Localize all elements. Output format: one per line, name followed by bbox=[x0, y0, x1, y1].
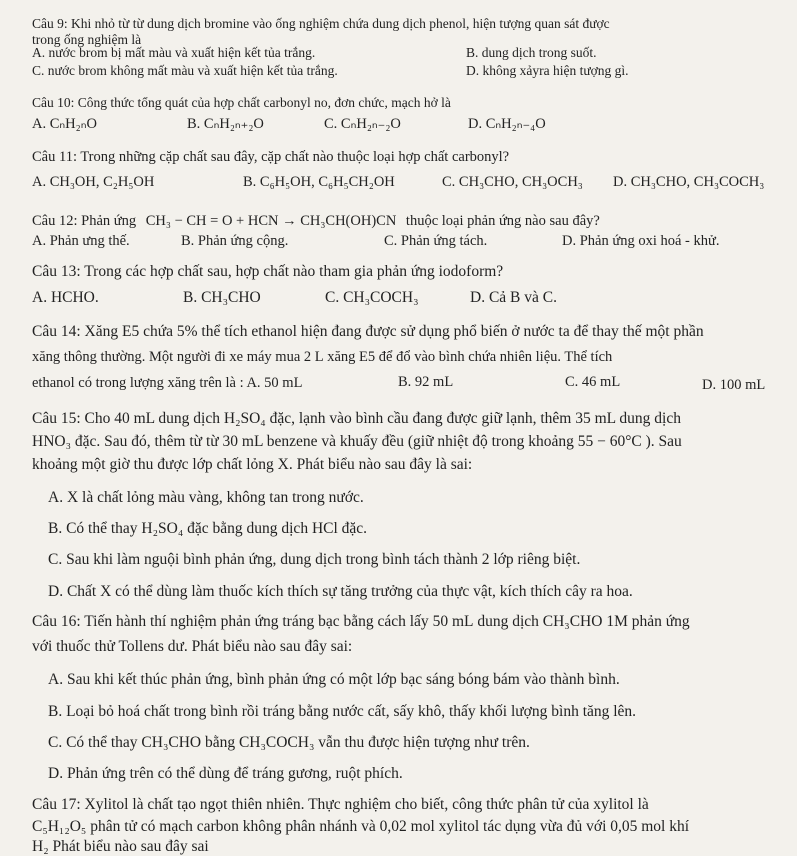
q11-b-label: B. bbox=[243, 174, 257, 190]
q9-option-a: A. nước brom bị mất màu và xuất hiện kết tủa trắng. bbox=[32, 45, 316, 60]
q11-stem: Câu 11: Trong những cặp chất sau đây, cặp chất nào thuộc loại hợp chất carbonyl? bbox=[32, 149, 510, 165]
q9-option-b: B. dung dịch trong suốt. bbox=[466, 45, 597, 60]
q13-b-formula: CH₃CHO bbox=[201, 289, 261, 306]
q15-line-2: HNO₃ đặc. Sau đó, thêm từ từ 30 mL benzene và khuấy đều (giữ nhiệt độ trong khoảng 55 − 60°C ). Sau bbox=[32, 433, 682, 450]
q14-line1-b: thể tích ethanol hiện đang được sử dụng phổ biến ở nước ta để thay thế một phần bbox=[201, 323, 704, 340]
q10-c-formula: CₙH₂ₙ₋₂O bbox=[340, 116, 401, 132]
q16-line-2: với thuốc thử Tollens dư. Phát biểu nào sau đây sai: bbox=[32, 638, 353, 655]
q14-line2-a: xăng thông thường. Một người đi xe máy mua bbox=[32, 349, 301, 365]
q10-d-label: D. bbox=[468, 116, 483, 132]
q13-c-label: C. bbox=[325, 289, 340, 306]
q10-option-d bbox=[468, 116, 546, 133]
q9-option-c: C. nước brom không mất màu và xuất hiện kết tủa trắng. bbox=[32, 63, 338, 78]
q10-option-c bbox=[324, 116, 401, 133]
q11-option-a bbox=[32, 174, 154, 191]
q11-b-formula: C₆H₅OH, C₆H₅CH₂OH bbox=[259, 174, 395, 190]
q15-line-3: khoảng một giờ thu được lớp chất lỏng X. Phát biểu nào sau đây là sai: bbox=[32, 456, 473, 473]
q10-stem: Câu 10: Công thức tổng quát của hợp chất carbonyl no, đơn chức, mạch hở là bbox=[32, 95, 451, 110]
q15-option-b: B. Có thể thay H₂SO₄ đặc bằng dung dịch HCl đặc. bbox=[48, 520, 368, 537]
q14-percent: 5% bbox=[176, 323, 198, 340]
q16-volume: 50 mL bbox=[432, 613, 474, 630]
q10-a-formula: CₙH₂ₙO bbox=[49, 116, 97, 132]
q10-d-formula: CₙH₂ₙ₋₄O bbox=[485, 116, 546, 132]
q11-option-c bbox=[442, 174, 583, 191]
q10-a-label: A. bbox=[32, 116, 47, 132]
q14-option-a: 50 mL bbox=[264, 375, 303, 391]
q12-stem-prefix: Câu 12: Phản ứng bbox=[32, 213, 137, 229]
q13-c-formula: CH₃COCH₃ bbox=[343, 289, 419, 306]
q12-option-a: A. Phản ưng thế. bbox=[32, 233, 130, 249]
q17-line-2: C₅H₁₂O₅ phân tử có mạch carbon không phân nhánh và 0,02 mol xylitol tác dụng vừa đủ với 0,05 mol khí bbox=[32, 818, 690, 835]
q9-stem-line1: Câu 9: Khi nhỏ từ từ dung dịch bromine vào ống nghiệm chứa dung dịch phenol, hiện tượng quan sát được bbox=[32, 16, 610, 31]
q13-b-label: B. bbox=[183, 289, 198, 306]
q14-option-c: C. 46 mL bbox=[565, 374, 621, 390]
q14-line-1 bbox=[32, 323, 704, 341]
q16-line1-b: dung dịch CH₃CHO 1M phản ứng bbox=[477, 613, 690, 630]
q17-line-3: H₂ Phát biểu nào sau đây sai bbox=[32, 838, 209, 855]
q15-option-c: C. Sau khi làm nguội bình phản ứng, dung dịch trong bình tách thành 2 lớp riêng biệt. bbox=[48, 551, 581, 568]
q10-option-b bbox=[187, 116, 264, 133]
q14-line-2 bbox=[32, 348, 612, 366]
q14-option-b: B. 92 mL bbox=[398, 374, 454, 390]
q12-option-d: D. Phản ứng oxi hoá - khử. bbox=[562, 233, 720, 249]
q16-line1-a: Câu 16: Tiến hành thí nghiệm phản ứng tráng bạc bằng cách lấy bbox=[32, 613, 429, 630]
q15-option-d: D. Chất X có thể dùng làm thuốc kích thích sự tăng trưởng của thực vật, kích thích cây ra hoa. bbox=[48, 583, 633, 600]
q13-option-a: A. HCHO. bbox=[32, 289, 99, 306]
q16-line-1 bbox=[32, 613, 690, 631]
q16-option-d: D. Phản ứng trên có thể dùng để tráng gương, ruột phích. bbox=[48, 765, 403, 782]
q15-option-a: A. X là chất lỏng màu vàng, không tan trong nước. bbox=[48, 489, 364, 506]
q10-b-label: B. bbox=[187, 116, 201, 132]
q11-option-d bbox=[613, 174, 764, 191]
q15-line-1: Câu 15: Cho 40 mL dung dịch H₂SO₄ đặc, lạnh vào bình cầu đang được giữ lạnh, thêm 35 mL dung dịch bbox=[32, 410, 681, 427]
q16-option-a: A. Sau khi kết thúc phản ứng, bình phản ứng có một lớp bạc sáng bóng bám vào thành bình. bbox=[48, 671, 620, 688]
q13-option-b bbox=[183, 289, 261, 307]
q11-a-formula: CH₃OH, C₂H₅OH bbox=[49, 174, 155, 190]
q9-option-d: D. không xảyra hiện tượng gì. bbox=[466, 63, 629, 78]
q14-option-d: D. 100 mL bbox=[702, 377, 766, 393]
q12-stem-suffix: thuộc loại phản ứng nào sau đây? bbox=[405, 213, 600, 229]
q9-stem-line2: trong ống nghiệm là bbox=[32, 32, 142, 47]
q13-option-d: D. Cả B và C. bbox=[470, 289, 557, 306]
q16-option-c: C. Có thể thay CH₃CHO bằng CH₃COCH₃ vẫn thu được hiện tượng như trên. bbox=[48, 734, 530, 751]
q11-c-label: C. bbox=[442, 174, 456, 190]
q11-c-formula: CH₃CHO, CH₃OCH₃ bbox=[458, 174, 583, 190]
q10-c-label: C. bbox=[324, 116, 338, 132]
q14-line3-text: ethanol có trong lượng xăng trên là : A. bbox=[32, 375, 261, 391]
q11-d-formula: CH₃CHO, CH₃COCH₃ bbox=[630, 174, 765, 190]
q12-option-c: C. Phản ứng tách. bbox=[384, 233, 488, 249]
q14-volume: 2 L bbox=[303, 349, 324, 365]
q13-option-c bbox=[325, 289, 419, 307]
q14-line2-b: xăng E5 để đổ vào bình chứa nhiên liệu. Thể tích bbox=[327, 349, 613, 365]
q11-option-b bbox=[243, 174, 395, 191]
q17-line-1: Câu 17: Xylitol là chất tạo ngọt thiên nhiên. Thực nghiệm cho biết, công thức phân tử của xylitol là bbox=[32, 796, 649, 813]
q13-stem: Câu 13: Trong các hợp chất sau, hợp chất nào tham gia phản ứng iodoform? bbox=[32, 263, 504, 280]
q12-option-b: B. Phản ứng cộng. bbox=[181, 233, 289, 249]
q10-b-formula: CₙH₂ₙ₊₂O bbox=[203, 116, 264, 132]
q16-option-b: B. Loại bỏ hoá chất trong bình rồi tráng bằng nước cất, sấy khô, thấy khối lượng bình tăng lên. bbox=[48, 703, 637, 720]
q14-line1-a: Câu 14: Xăng E5 chứa bbox=[32, 323, 173, 340]
q11-a-label: A. bbox=[32, 174, 47, 190]
q12-stem bbox=[32, 212, 600, 230]
q14-line-3 bbox=[32, 374, 302, 392]
q11-d-label: D. bbox=[613, 174, 628, 190]
q10-option-a bbox=[32, 116, 97, 133]
q12-equation: CH₃ − CH = O + HCN → CH₃CH(OH)CN bbox=[145, 213, 397, 229]
